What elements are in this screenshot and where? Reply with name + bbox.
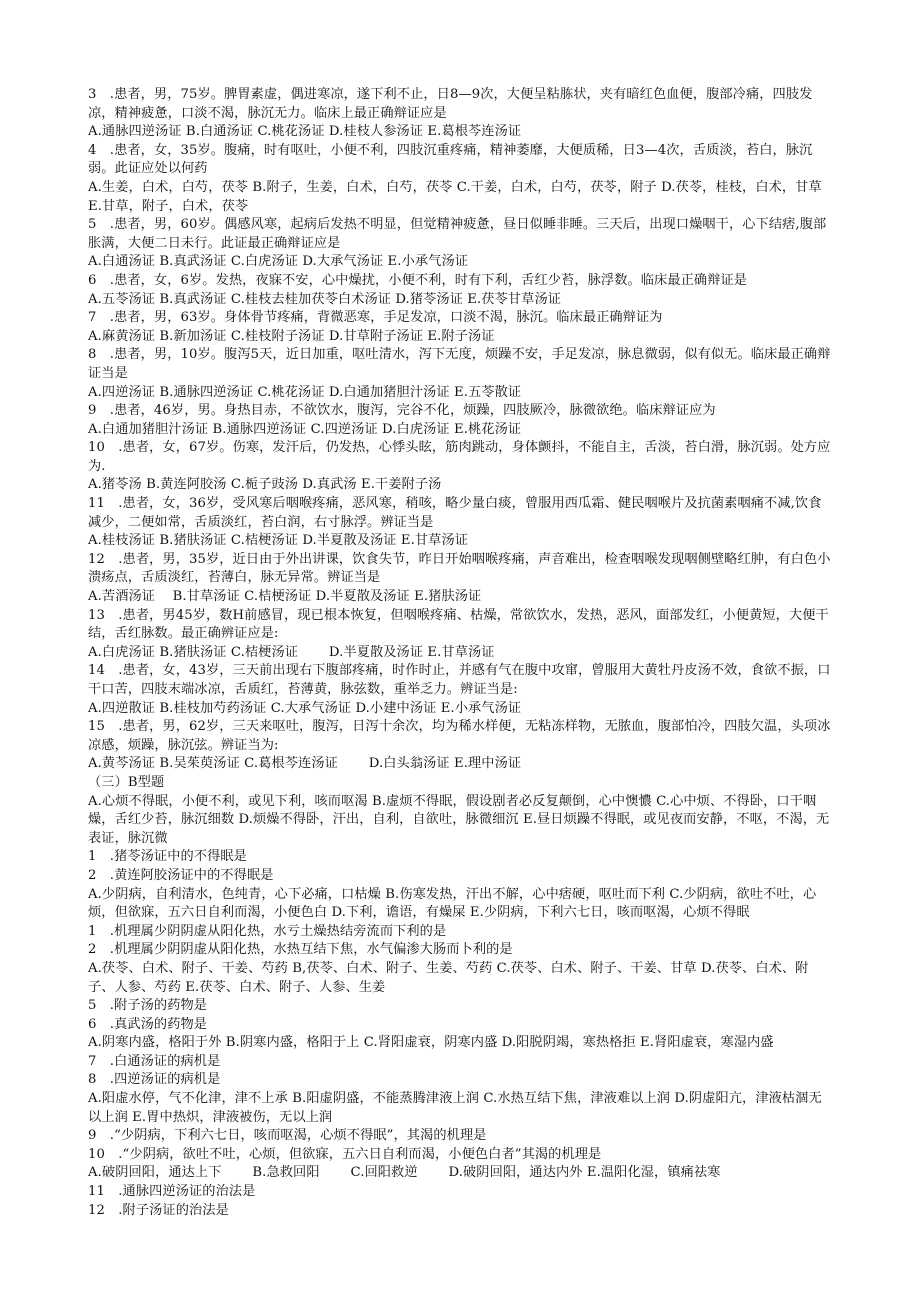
question-12-stem: 12 .患者，男，35岁，近日由于外出讲课，饮食失节，昨日开始咽喉疼痛，声音难出，检查咽喉发现咽侧壁略红肿，有白色小溃疡点，舌质淡红，苔薄白，脉无异常。辨证当是 bbox=[88, 551, 831, 586]
question-3-stem: 3 .患者，男，75岁。脾胃素虚，偶进寒凉，遂下利不止，日8—9次，大便呈粘胨状，夹有暗红色血便，腹部冷痛，四肢发凉，精神疲惫，口淡不渴，脉沉无力。临床上最正确辩证应是 bbox=[88, 87, 813, 121]
b-group-3-options: A.茯苓、白术、附子、干姜、芍药 B,茯苓、白术、附子、生姜、芍药 C.茯苓、白术、附子、干姜、甘草 D.茯苓、白术、附子、人参、芍药 E.茯苓、白术、附子、人参、生姜 bbox=[88, 960, 809, 995]
question-12-options: A.苦酒汤证 B.甘草汤证 C.桔梗汤证 D.半夏散及汤证 E.猪肤汤证 bbox=[88, 589, 482, 605]
b-group-4-item-8: 8 .四逆汤证的病机是 bbox=[88, 1072, 221, 1088]
question-5-options: A.白通汤证 B.真武汤证 C.白虎汤证 D.大承气汤证 E.小承气汤证 bbox=[88, 254, 469, 270]
question-8-stem: 8 .患者，男，10岁。腹泻5天，近日加重，呕吐清水，泻下无度，烦躁不安，手足发凉，脉息微弱，似有似无。临床最正确辩证当是 bbox=[88, 347, 831, 381]
question-14-options: A.四逆散证 B.桂枝加芍药汤证 C.大承气汤证 D.小建中汤证 E.小承气汤证 bbox=[88, 700, 522, 716]
question-8-options: A.四逆汤证 B.通脉四逆汤证 C.桃花汤证 D.白通加猪胆汁汤证 E.五苓散证 bbox=[88, 384, 522, 400]
question-7-stem: 7 .患者，男，63岁。身体骨节疼痛，背微恶寒，手足发凉，口淡不渴，脉沉。临床最正确辩证为 bbox=[88, 310, 663, 326]
b-group-5-item-9: 9 .“少阴病，下利六七日，咳而呕渴，心烦不得眠”，其渴的机理是 bbox=[88, 1128, 487, 1144]
question-4-stem: 4 .患者，女，35岁。腹痛，时有呕吐，小便不利，四肢沉重疼痛，精神萎靡，大便质稀，日3—4次，舌质淡，苔白，脉沉弱。此证应处以何药 bbox=[88, 142, 813, 177]
question-13-stem: 13 .患者，男45岁，数H前感冒，现已根本恢复，但咽喉疼痛、枯燥，常欲饮水，发热，恶风，面部发红，小便黄短，大便干结，舌红脉数。最正确辨证应是: bbox=[88, 607, 829, 642]
question-9-options: A.白通加猪胆汁汤证 B.通脉四逆汤证 C.四逆汤证 D.白虎汤证 E.桃花汤证 bbox=[88, 421, 522, 437]
b-group-3-item-5: 5 .附子汤的药物是 bbox=[88, 998, 208, 1014]
question-11-stem: 11 .患者，女，36岁，受风寒后咽喉疼痛，恶风寒，稍咳，略少量白痰，曾服用西瓜霜、健民咽喉片及抗菌素咽痛不减,饮食减少，二便如常，舌质淡红，苔白润，右寸脉浮。辨证当是 bbox=[88, 496, 822, 530]
question-11-options: A.桂枝汤证 B.猪肤汤证 C.桔梗汤证 D.半夏散及汤证 E.甘草汤证 bbox=[88, 533, 469, 549]
question-5-stem: 5 .患者，男，60岁。偶感风寒，起病后发热不明显，但觉精神疲惫，昼日似睡非睡。三天后，出现口燥咽干，心下结痞,腹部胀满，大便二日未行。此证最正确辩证应是 bbox=[88, 217, 827, 251]
question-10-options: A.猪苓汤 B.黄连阿胶汤 C.栀子豉汤 D.真武汤 E.干姜附子汤 bbox=[88, 477, 442, 493]
question-10-stem: 10 .患者，女，67岁。伤寒，发汗后，仍发热，心悸头眩，筋肉跳动，身体颤抖，不能自主，舌淡，苔白滑，脉沉弱。处方应为. bbox=[88, 440, 831, 474]
question-6-options: A.五苓汤证 B.真武汤证 C.桂枝去桂加茯苓白术汤证 D.猪苓汤证 E.茯苓甘草汤证 bbox=[88, 291, 562, 307]
exam-page bbox=[88, 86, 834, 1220]
b-group-4-options: A.阴寒内盛，格阳于外 B.阴寒内盛，格阳于上 C.肾阳虚衰，阴寒内盛 D.阳脱阴竭，寒热格拒 E.肾阳虚衰，寒湿内盛 bbox=[88, 1035, 774, 1051]
b-group-1-item-2: 2 .黄连阿胶汤证中的不得眠是 bbox=[88, 867, 274, 883]
b-group-5-options: A.阳虚水停，气不化津，津不上承 B.阳虚阴盛，不能蒸腾津液上润 C.水热互结下焦，津液难以上润 D.阴虚阳亢，津液枯涸无以上润 E.胃中热炽，津液被伤，无以上润 bbox=[88, 1091, 822, 1125]
b-group-5-item-10: 10 .“少阴病，欲吐不吐，心烦，但欲寐，五六日自利而渴，小便色白者”其渴的机理是 bbox=[88, 1146, 602, 1162]
section-heading-b-type: （三）B型题 bbox=[88, 774, 165, 790]
question-15-stem: 15 .患者，男，62岁，三天来呕吐，腹泻，日泻十余次，均为稀水样便，无粘冻样物，无脓血，腹部怕冷，四肢欠温，头项冰凉感，烦躁，脉沉弦。辨证当为: bbox=[88, 719, 831, 753]
b-group-3-item-6: 6 .真武汤的药物是 bbox=[88, 1016, 208, 1032]
b-group-1-options: A.心烦不得眠，小便不利，或见下利，咳而呕渴 B.虚烦不得眠，假设剧者必反复颠倒，心中懊憹 C.心中烦、不得卧，口干咽燥，舌红少苔，脉沉细数 D.烦燥不得卧，汗出，自利，自欲吐，脉微细沉 E.昼日烦躁不得眠，或见夜而安静，不呕，不渴，无表证，脉沉微 bbox=[88, 793, 830, 846]
question-7-options: A.麻黄汤证 B.新加汤证 C.桂枝附子汤证 D.甘草附子汤证 E.附子汤证 bbox=[88, 328, 495, 344]
b-group-2-item-2: 2 .机理属少阴阴虚从阳化热，水热互结下焦，水气偏渗大肠而卜利的是 bbox=[88, 942, 513, 958]
question-15-options: A.黄芩汤证 B.吴茱萸汤证 C.葛根芩连汤证 D.白头翁汤证 E.理中汤证 bbox=[88, 756, 522, 772]
b-group-6-item-11: 11 .通脉四逆汤证的治法是 bbox=[88, 1184, 256, 1200]
b-group-4-item-7: 7 .白通汤证的病机是 bbox=[88, 1053, 221, 1069]
question-3-options: A.通脉四逆汤证 B.白通汤证 C.桃花汤证 D.桂枝人参汤证 E.葛根芩连汤证 bbox=[88, 124, 522, 140]
question-13-options: A.白虎汤证 B.猪肤汤证 C.桔梗汤证 D.半夏散及汤证 E.甘草汤证 bbox=[88, 644, 495, 660]
b-group-1-item-1: 1 .猪苓汤证中的不得眠是 bbox=[88, 849, 247, 865]
question-14-stem: 14 .患者，女，43岁，三天前出现右下腹部疼痛，时作时止，并感有气在腹中攻窜，曾服用大黄牡丹皮汤不效，食欲不振，口干口苦，四肢末端冰凉，舌质红，苔薄黄，脉弦数，重举乏力。辨证当是: bbox=[88, 663, 831, 697]
b-group-2-options: A.少阴病，自利清水，色纯青，心下必痛，口枯燥 B.伤寒发热，汗出不解，心中痞硬，呕吐而下利 C.少阴病，欲吐不吐，心烦，但欲寐，五六日自利而渴，小便色白 D.下利，谵语，有燥屎 E.少阴病，下利六七日，咳而呕渴，心烦不得眠 bbox=[88, 886, 817, 921]
question-4-options: A.生姜，白术，白芍，茯苓 B.附子，生姜，白术，白芍，茯苓 C.干姜，白术，白芍，茯苓，附子 D.茯苓，桂枝，白术，甘草 E.甘草，附子，白术，茯苓 bbox=[88, 179, 827, 214]
b-group-2-item-1: 1 .机理属少阴阴虚从阳化热，水亏土燥热结旁流而下利的是 bbox=[88, 923, 447, 939]
b-group-6-options: A.破阴回阳，通达上下 B.急救回阳 C.回阳救逆 D.破阴回阳，通达内外 E.温阳化湿，镇痛祛寒 bbox=[88, 1165, 721, 1181]
b-group-6-item-12: 12 .附子汤证的治法是 bbox=[88, 1202, 229, 1218]
question-9-stem: 9 .患者，46岁，男。身热目赤，不欲饮水，腹泻，完谷不化，烦躁，四肢厥冷，脉微欲绝。临床辩证应为 bbox=[88, 403, 716, 419]
question-6-stem: 6 .患者，女，6岁。发热，夜寐不安，心中燥扰，小便不利，时有下利，舌红少苔，脉浮数。临床最正确辩证是 bbox=[88, 272, 748, 288]
